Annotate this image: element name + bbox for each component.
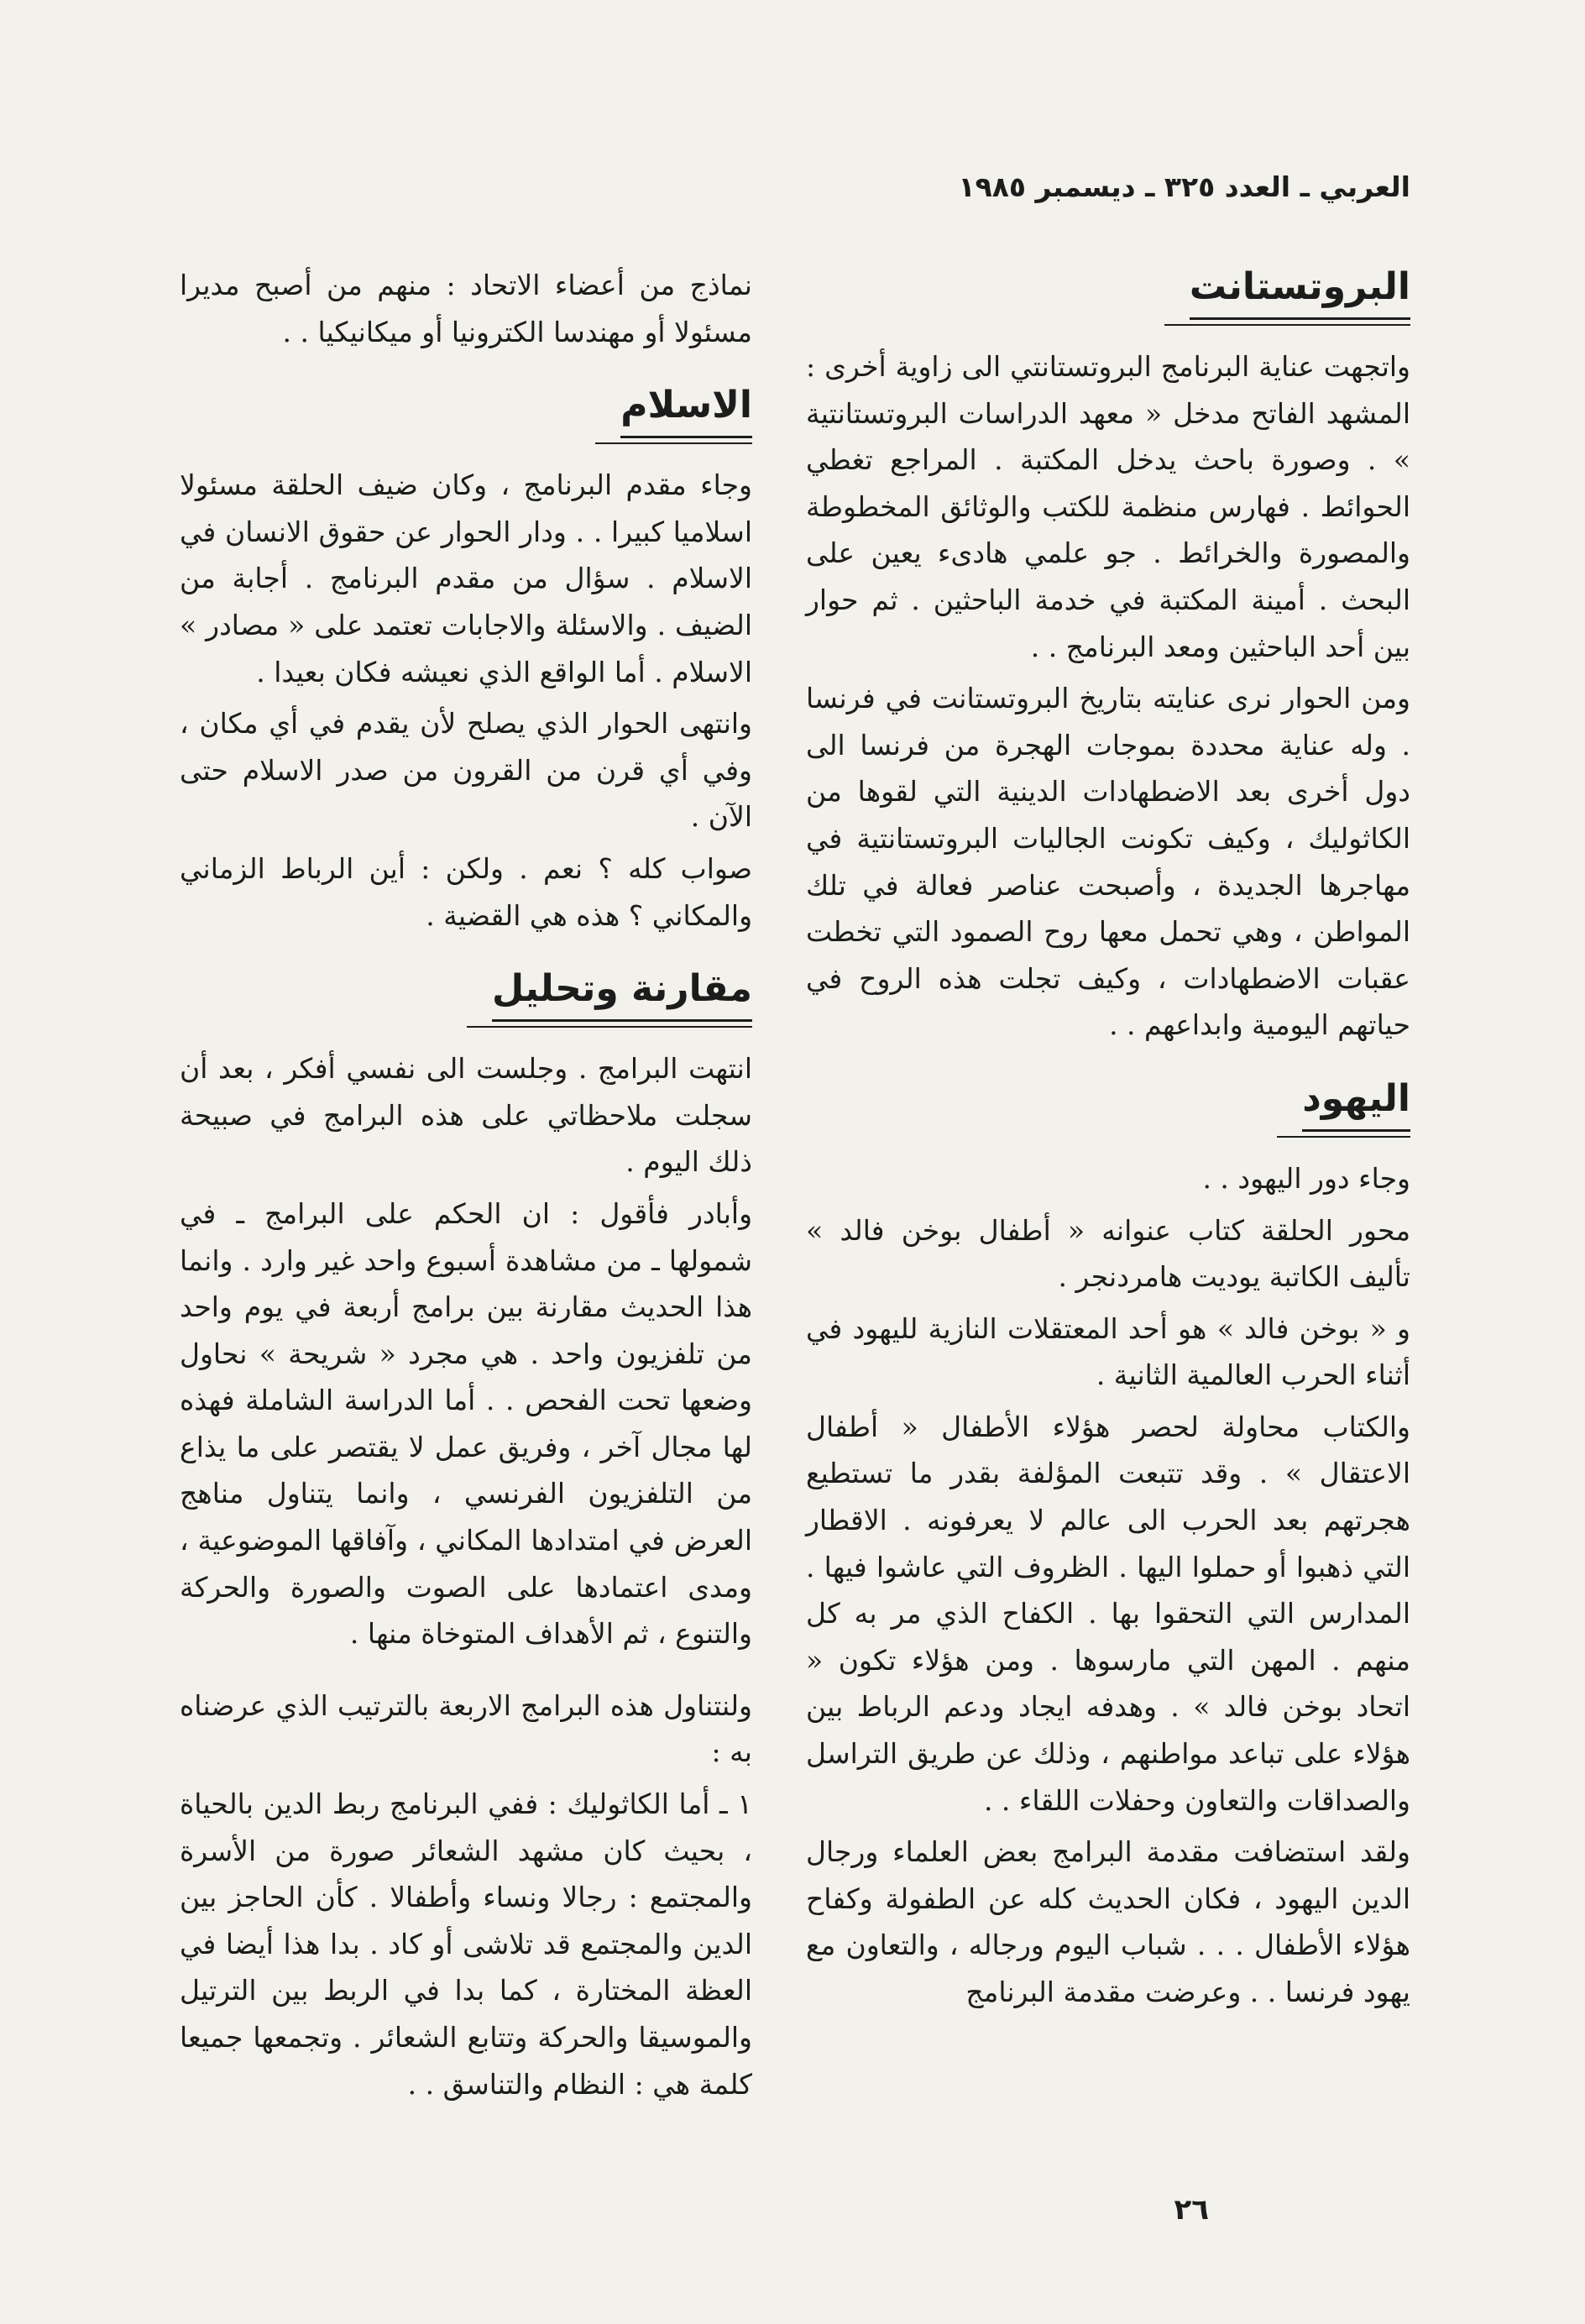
paragraph: واتجهت عناية البرنامج البروتستانتي الى زاوية أخرى : المشهد الفاتح مدخل « معهد الدراسات البروتستانتية » . وصورة باحث يدخل المكتبة . المراجع تغطي الحوائط . فهارس منظمة للكتب والوثائق المخطوطة والمصورة والخرائط . جو علمي هادىء يعين على البحث . أمينة المكتبة في خدمة الباحثين . ثم حوار بين أحد الباحثين ومعد البرنامج . . <box>806 350 1410 663</box>
paragraph: ولنتناول هذه البرامج الاربعة بالترتيب الذي عرضناه به : <box>180 1688 752 1769</box>
paragraph: وانتهى الحوار الذي يصلح لأن يقدم في أي مكان ، وفي أي قرن من القرون من صدر الاسلام حتى الآن . <box>180 707 752 834</box>
paragraph: محور الحلقة كتاب عنوانه « أطفال بوخن فالد » تأليف الكاتبة يوديت هامردنجر . <box>806 1213 1410 1294</box>
paragraph: وجاء مقدم البرنامج ، وكان ضيف الحلقة مسئولا اسلاميا كبيرا . . ودار الحوار عن حقوق الانسان في الاسلام . سؤال من مقدم البرنامج . أجابة من الضيف . والاسئلة والاجابات تعتمد على « مصادر » الاسلام . أما الواقع الذي نعيشه فكان بعيدا . <box>180 468 752 688</box>
paragraph: ١ ـ أما الكاثوليك : ففي البرنامج ربط الدين بالحياة ، بحيث كان مشهد الشعائر صورة من الأسرة والمجتمع : رجالا ونساء وأطفالا . كأن الحاجز بين الدين والمجتمع قد تلاشى أو كاد . بدا هذا أيضا في العظة المختارة ، كما بدا في الربط بين الترتيل والموسيقا والحركة وتتابع الشعائر . وتجمعها جميعا كلمة هي : النظام والتناسق . . <box>180 1787 752 2101</box>
section-title-protestants: البروتستانت <box>1190 262 1410 320</box>
section-title-islam: الاسلام <box>620 380 752 438</box>
paragraph: والكتاب محاولة لحصر هؤلاء الأطفال « أطفال الاعتقال » . وقد تتبعت المؤلفة بقدر ما تستطيع هجرتهم بعد الحرب الى عالم لا يعرفونه . الاقطار التي ذهبوا أو حملوا اليها . الظروف التي عاشوا فيها . المدارس التي التحقوا بها . الكفاح الذي مر به كل منهم . المهن التي مارسوها . ومن هؤلاء تكون « اتحاد بوخن فالد » . وهدفه ايجاد ودعم الرباط بين هؤلاء على تباعد مواطنهم ، وذلك عن طريق التراسل والصداقات والتعاون وحفلات اللقاء . . <box>806 1410 1410 1817</box>
paragraph: صواب كله ؟ نعم . ولكن : أين الرباط الزماني والمكاني ؟ هذه هي القضية . <box>180 851 752 932</box>
left-column <box>180 262 752 2112</box>
section-title-comparison: مقارنة وتحليل <box>492 964 752 1022</box>
page-number: ٢٦ <box>1174 2193 1209 2227</box>
paragraph: وجاء دور اليهود . . <box>1202 1161 1410 1195</box>
intro-paragraph: نماذج من أعضاء الاتحاد : منهم من أصبح مديرا مسئولا أو مهندسا الكترونيا أو ميكانيكيا . . <box>180 269 752 348</box>
paragraph: و « بوخن فالد » هو أحد المعتقلات النازية لليهود في أثناء الحرب العالمية الثانية . <box>806 1311 1410 1392</box>
running-header: العربي ـ العدد ٣٢٥ ـ ديسمبر ١٩٨٥ <box>958 170 1410 203</box>
paragraph: انتهت البرامج . وجلست الى نفسي أفكر ، بعد أن سجلت ملاحظاتي على هذه البرامج في صبيحة ذلك اليوم . <box>180 1052 752 1179</box>
paragraph: ولقد استضافت مقدمة البرامج بعض العلماء ورجال الدين اليهود ، فكان الحديث كله عن الطفولة وكفاح هؤلاء الأطفال . . . شباب اليوم ورجاله ، والتعاون مع يهود فرنسا . . وعرضت مقدمة البرنامج <box>806 1835 1410 2008</box>
section-title-jews: اليهود <box>1302 1074 1410 1132</box>
right-column <box>806 262 1410 2021</box>
paragraph: وأبادر فأقول : ان الحكم على البرامج ـ في شمولها ـ من مشاهدة أسبوع واحد غير وارد . وانما هذا الحديث مقارنة بين برامج أربعة في يوم واحد من تلفزيون واحد . هي مجرد « شريحة » نحاول وضعها تحت الفحص . . أما الدراسة الشاملة فهذه لها مجال آخر ، وفريق عمل لا يقتصر على ما يذاع من التلفزيون الفرنسي ، وانما يتناول مناهج العرض في امتدادها المكاني ، وآفاقها الموضوعية ، ومدى اعتمادها على الصوت والصورة والحركة والتنوع ، ثم الأهداف المتوخاة منها . <box>180 1196 752 1651</box>
paragraph: ومن الحوار نرى عنايته بتاريخ البروتستانت في فرنسا . وله عناية محددة بموجات الهجرة من فرنسا الى دول أخرى بعد الاضطهادات الدينية التي لقوها من الكاثوليك ، وكيف تكونت الجاليات البروتستانتية في مهاجرها الجديدة ، وأصبحت عناصر فعالة في تلك المواطن ، وهي تحمل معها روح الصمود التي تخطت عقبات الاضطهادات ، وكيف تجلت هذه الروح في حياتهم اليومية وابداعهم . . <box>806 682 1410 1042</box>
